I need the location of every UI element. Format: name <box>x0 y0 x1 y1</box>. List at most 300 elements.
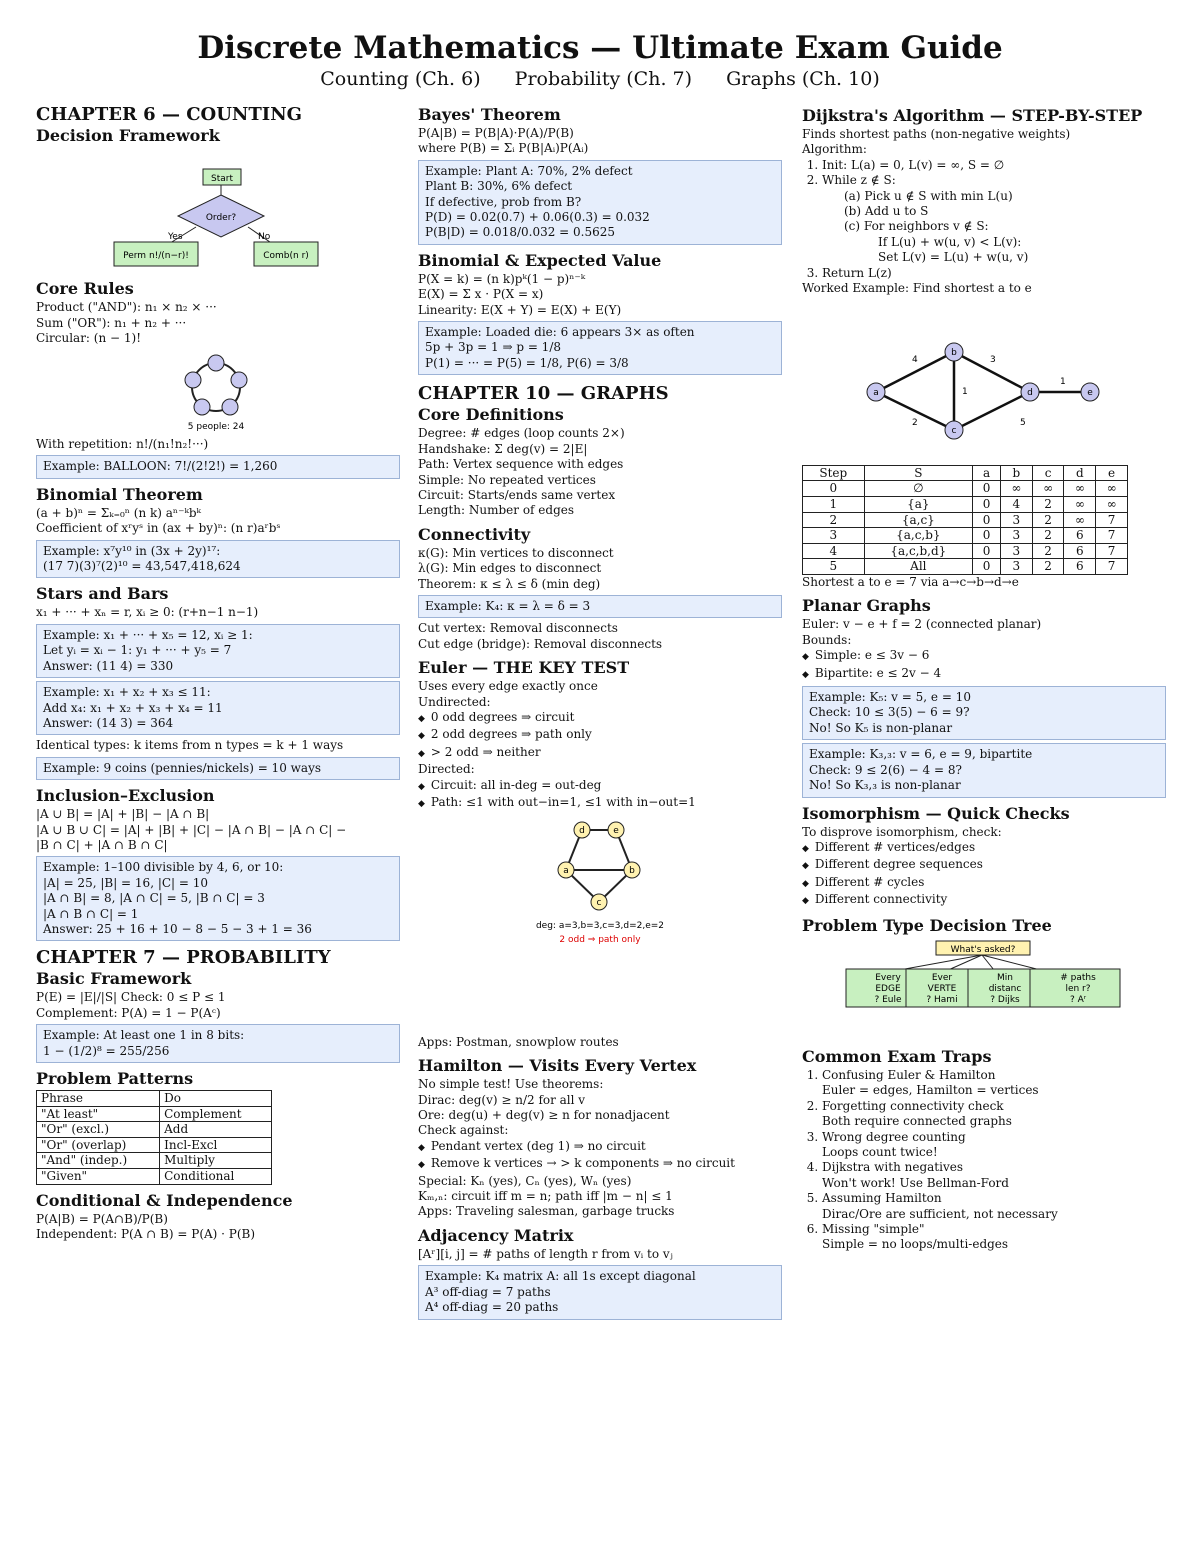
weight-d-e: 1 <box>1060 377 1066 388</box>
euler-example-graph <box>418 812 782 952</box>
k33-example-1: Example: K₃,₃: v = 6, e = 9, bipartite <box>809 747 1033 762</box>
cell: {a,c,b,d} <box>864 543 973 559</box>
node-label-e: e <box>1087 388 1093 399</box>
header-cell: c <box>1032 465 1064 481</box>
die-example-2: 5p + 3p = 1 ⇒ p = 1/8 <box>425 340 561 355</box>
chapter-10-title: CHAPTER 10 — GRAPHS <box>418 383 669 405</box>
trap-title: Wrong degree counting <box>822 1129 966 1144</box>
subtitle-graphs: Graphs (Ch. 10) <box>726 68 880 90</box>
flow-comb-label: Comb(n r) <box>263 251 309 261</box>
dirac-theorem: Dirac: deg(v) ≥ n/2 for all v <box>418 1092 586 1107</box>
k33-example-2: Check: 9 ≤ 2(6) − 4 = 8? <box>809 762 962 777</box>
step-sub: Set L(v) = L(u) + w(u, v) <box>878 250 1029 265</box>
cell: 2 <box>1032 559 1064 575</box>
node-label-b: b <box>951 348 957 359</box>
weight-b-c: 1 <box>962 387 968 398</box>
bayes-example-box <box>418 160 782 245</box>
phrase-cell: "And" (indep.) <box>37 1153 160 1169</box>
dijkstra-worked: Worked Example: Find shortest a to e <box>802 281 1032 296</box>
trap-title: Forgetting connectivity check <box>822 1098 1004 1113</box>
table-row <box>37 1137 272 1153</box>
dijkstra-shortest: Shortest a to e = 7 via a→c→b→d→e <box>802 575 1019 590</box>
table-row <box>803 528 1128 544</box>
vertex-connectivity: κ(G): Min vertices to disconnect <box>418 545 614 560</box>
ie-example-1: Example: 1–100 divisible by 4, 6, or 10: <box>43 860 284 875</box>
coins-example-box <box>36 757 400 780</box>
planar-heading: Planar Graphs <box>802 596 931 616</box>
adjacency-example-box <box>418 1265 782 1319</box>
leaf3-line3: ? Dijks <box>990 994 1020 1005</box>
leaf1-line3: ? Eule <box>874 994 902 1005</box>
cell: 5 <box>803 559 865 575</box>
binomial-ev-heading: Binomial & Expected Value <box>418 250 662 270</box>
stars-example-a-1: Example: x₁ + ··· + x₅ = 12, xᵢ ≥ 1: <box>43 627 253 642</box>
trap-detail: Won't work! Use Bellman-Ford <box>822 1175 1009 1190</box>
ie-formula-1: |A ∪ B| = |A| + |B| − |A ∩ B| <box>36 807 210 822</box>
table-row <box>803 497 1128 513</box>
graph-label-b: b <box>629 866 635 877</box>
list-item: ◆ > 2 odd ⇒ neither <box>418 745 782 762</box>
problem-patterns-table <box>36 1090 272 1185</box>
hamilton-check: Check against: <box>418 1123 509 1138</box>
trap-detail: Dirac/Ore are sufficient, not necessary <box>822 1206 1058 1221</box>
stars-example-b-box <box>36 681 400 735</box>
expected-value: E(X) = Σ x · P(X = x) <box>418 287 544 302</box>
col-do-header: Do <box>160 1091 272 1107</box>
isomorphism-intro: To disprove isomorphism, check: <box>802 824 1002 839</box>
cell: 6 <box>1064 528 1096 544</box>
leaf3-line1: Min <box>997 972 1013 983</box>
repetition-rule: With repetition: n!/(n₁!n₂!···) <box>36 437 209 452</box>
leaf2-line1: Ever <box>931 972 953 983</box>
cell: ∞ <box>1096 497 1128 513</box>
list-item: ◆ Bipartite: e ≤ 2v − 4 <box>802 666 1166 683</box>
k33-example-box <box>802 743 1166 797</box>
circular-arrangement-diagram <box>36 347 400 433</box>
conditional-heading: Conditional & Independence <box>36 1190 293 1210</box>
euler-formula: Euler: v − e + f = 2 (connected planar) <box>802 617 1042 632</box>
flow-no-label: No <box>258 232 271 242</box>
linearity: Linearity: E(X + Y) = E(X) + E(Y) <box>418 302 622 317</box>
trap-detail: Euler = edges, Hamilton = vertices <box>822 1083 1039 1098</box>
phrase-cell: "Or" (excl.) <box>37 1122 160 1138</box>
chapter-7-title: CHAPTER 7 — PROBABILITY <box>36 947 331 969</box>
decision-flowchart <box>36 147 400 269</box>
list-item <box>822 1130 1166 1161</box>
die-example-box <box>418 321 782 375</box>
euler-undirected-list <box>418 710 782 762</box>
phrase-cell: "Or" (overlap) <box>37 1137 160 1153</box>
list-item: ◆ Different connectivity <box>802 892 1166 909</box>
cut-edge: Cut edge (bridge): Removal disconnects <box>418 636 663 651</box>
cell: ∞ <box>1064 497 1096 513</box>
column-3 <box>802 104 1166 1253</box>
weight-a-c: 2 <box>912 418 918 429</box>
binomial-coefficient: Coefficient of xʳyˢ in (ax + by)ⁿ: (n r)aʳbˢ <box>36 521 281 536</box>
table-row <box>37 1153 272 1169</box>
list-item <box>822 1191 1166 1222</box>
ie-example-box <box>36 856 400 941</box>
table-row <box>37 1122 272 1138</box>
bayes-example-4: P(D) = 0.02(0.7) + 0.06(0.3) = 0.032 <box>425 210 650 225</box>
cell: 7 <box>1096 543 1128 559</box>
person-node <box>231 372 247 388</box>
bayes-example-1: Example: Plant A: 70%, 2% defect <box>425 163 633 178</box>
graph-label-e: e <box>613 826 619 837</box>
basic-framework-heading: Basic Framework <box>36 969 192 989</box>
tree-root-label: What's asked? <box>950 944 1016 955</box>
hamilton-apps: Apps: Traveling salesman, garbage trucks <box>418 1204 675 1219</box>
hamilton-check-list <box>418 1139 782 1174</box>
stars-example-a-3: Answer: (11 4) = 330 <box>43 658 174 673</box>
trap-title: Missing "simple" <box>822 1222 925 1236</box>
bits-example-2: 1 − (1/2)⁸ = 255/256 <box>43 1043 170 1058</box>
list-item: ◆ Remove k vertices → > k components ⇒ no circuit <box>418 1156 782 1173</box>
graph-label-c: c <box>596 898 602 909</box>
stars-example-b-3: Answer: (14 3) = 364 <box>43 715 174 730</box>
table-header-row <box>37 1091 272 1107</box>
list-item <box>822 1099 1166 1130</box>
cell: 0 <box>973 543 1001 559</box>
adjacency-formula: [Aʳ][i, j] = # paths of length r from vᵢ to vⱼ <box>418 1246 673 1261</box>
column-2 <box>418 104 782 1323</box>
planar-bounds: Bounds: <box>802 632 852 647</box>
dijkstra-table <box>802 465 1128 575</box>
traps-heading: Common Exam Traps <box>802 1046 992 1066</box>
list-item: 3. Return L(z) <box>822 266 1166 281</box>
leaf4-line3: ? Aʳ <box>1069 994 1087 1005</box>
bayes-example-3: If defective, prob from B? <box>425 194 582 209</box>
k5-example-2: Check: 10 ≤ 3(5) − 6 = 9? <box>809 705 970 720</box>
sum-rule: Sum ("OR"): n₁ + n₂ + ··· <box>36 315 187 330</box>
k33-example-3: No! So K₃,₃ is non-planar <box>809 778 961 793</box>
cell: 0 <box>973 481 1001 497</box>
stars-example-b-2: Add x₄: x₁ + x₂ + x₃ + x₄ = 11 <box>43 700 223 715</box>
column-spacer <box>418 957 782 1035</box>
problem-decision-tree <box>802 937 1166 1041</box>
page-title: Discrete Mathematics — Ultimate Exam Guide <box>197 30 1003 66</box>
header-cell: b <box>1000 465 1032 481</box>
table-row <box>803 559 1128 575</box>
product-rule: Product ("AND"): n₁ × n₂ × ··· <box>36 300 217 315</box>
probability-def: P(E) = |E|/|S| Check: 0 ≤ P ≤ 1 <box>36 990 226 1005</box>
cell: 2 <box>1032 512 1064 528</box>
stars-bars-formula: x₁ + ··· + xₙ = r, xᵢ ≥ 0: (r+n−1 n−1) <box>36 605 259 620</box>
bits-example-box <box>36 1024 400 1063</box>
binomial-example-1: Example: x⁷y¹⁰ in (3x + 2y)¹⁷: <box>43 543 221 558</box>
euler-directed-list <box>418 778 782 813</box>
table-header-row <box>803 465 1128 481</box>
dijkstra-algorithm-label: Algorithm: <box>802 142 867 157</box>
cell: 0 <box>803 481 865 497</box>
list-item <box>822 1160 1166 1191</box>
header-cell: S <box>864 465 973 481</box>
list-item: ◆ Different degree sequences <box>802 857 1166 874</box>
complement-rule: Complement: P(A) = 1 − P(Aᶜ) <box>36 1005 221 1020</box>
def-degree: Degree: # edges (loop counts 2×) <box>418 426 625 441</box>
node-label-c: c <box>951 426 957 437</box>
weight-a-b: 4 <box>912 355 918 366</box>
edge-connectivity: λ(G): Min edges to disconnect <box>418 561 602 576</box>
cell: 0 <box>973 512 1001 528</box>
adjacency-example-3: A⁴ off-diag = 20 paths <box>425 1300 559 1315</box>
inclusion-exclusion-heading: Inclusion–Exclusion <box>36 786 215 806</box>
header-cell: a <box>973 465 1001 481</box>
ie-example-2: |A| = 25, |B| = 16, |C| = 10 <box>43 875 209 890</box>
do-cell: Multiply <box>160 1153 272 1169</box>
step-sub: (a) Pick u ∉ S with min L(u) <box>844 188 1013 203</box>
cell: 4 <box>1000 497 1032 513</box>
header-cell: d <box>1064 465 1096 481</box>
cell: ∞ <box>1064 512 1096 528</box>
cell: 0 <box>973 497 1001 513</box>
die-example-1: Example: Loaded die: 6 appears 3× as often <box>425 325 695 340</box>
euler-undirected: Undirected: <box>418 694 491 709</box>
flow-perm-label: Perm n!/(n−r)! <box>123 251 189 261</box>
cut-vertex: Cut vertex: Removal disconnects <box>418 621 618 636</box>
binomial-example-2: (17 7)(3)⁷(2)¹⁰ = 43,547,418,624 <box>43 559 241 574</box>
person-node <box>222 399 238 415</box>
graph-label-a: a <box>563 866 569 877</box>
leaf4-line1: # paths <box>1060 972 1096 983</box>
cell: All <box>864 559 973 575</box>
person-node <box>208 355 224 371</box>
weight-c-d: 5 <box>1020 418 1026 429</box>
identical-types: Identical types: k items from n types = k + 1 ways <box>36 738 344 753</box>
ore-theorem: Ore: deg(u) + deg(v) ≥ n for nonadjacent <box>418 1108 670 1123</box>
connectivity-heading: Connectivity <box>418 524 531 544</box>
problem-patterns-heading: Problem Patterns <box>36 1069 194 1088</box>
planar-bounds-list <box>802 648 1166 683</box>
list-item: 1. Init: L(a) = 0, L(v) = ∞, S = ∅ <box>822 158 1166 173</box>
page-subtitle <box>0 68 1200 90</box>
leaf1-line2: EDGE <box>875 983 901 994</box>
cell: 2 <box>1032 543 1064 559</box>
decision-tree-heading: Problem Type Decision Tree <box>802 915 1052 935</box>
step-sub: (c) For neighbors v ∉ S: <box>844 219 989 234</box>
adjacency-example-1: Example: K₄ matrix A: all 1s except diagonal <box>425 1269 696 1284</box>
trap-title: Assuming Hamilton <box>822 1191 942 1206</box>
list-item: ◆ Path: ≤1 with out−in=1, ≤1 with in−out=1 <box>418 795 782 812</box>
euler-def: Uses every edge exactly once <box>418 679 598 694</box>
do-cell: Add <box>160 1122 272 1138</box>
list-item <box>822 1068 1166 1099</box>
subtitle-counting: Counting (Ch. 6) <box>320 68 481 90</box>
cell: 0 <box>973 559 1001 575</box>
flow-order-label: Order? <box>205 213 237 223</box>
die-example-3: P(1) = ··· = P(5) = 1/8, P(6) = 3/8 <box>425 355 629 370</box>
trap-detail: Simple = no loops/multi-edges <box>822 1237 1009 1252</box>
phrase-cell: "Given" <box>37 1168 160 1184</box>
dijkstra-steps <box>802 158 1166 281</box>
trap-detail: Loops count twice! <box>822 1144 938 1159</box>
circular-rule: Circular: (n − 1)! <box>36 331 142 346</box>
cell: ∞ <box>1000 481 1032 497</box>
core-definitions-heading: Core Definitions <box>418 405 564 425</box>
balloon-example-box <box>36 455 400 478</box>
traps-list <box>802 1068 1166 1253</box>
isomorphism-heading: Isomorphism — Quick Checks <box>802 803 1070 823</box>
def-handshake: Handshake: Σ deg(v) = 2|E| <box>418 441 588 456</box>
stars-bars-heading: Stars and Bars <box>36 584 169 604</box>
list-item: ◆ Pendant vertex (deg 1) ⇒ no circuit <box>418 1139 782 1156</box>
bayes-total: where P(B) = Σᵢ P(B|Aᵢ)P(Aᵢ) <box>418 141 589 156</box>
bayes-heading: Bayes' Theorem <box>418 105 561 124</box>
adjacency-heading: Adjacency Matrix <box>418 1225 574 1245</box>
cell: 0 <box>973 528 1001 544</box>
bayes-example-5: P(B|D) = 0.018/0.032 = 0.5625 <box>425 225 616 240</box>
cell: 6 <box>1064 543 1096 559</box>
bits-example-1: Example: At least one 1 in 8 bits: <box>43 1028 245 1043</box>
list-item: ◆ Circuit: all in-deg = out-deg <box>418 778 782 795</box>
flow-start-label: Start <box>211 174 233 184</box>
header-cell: Step <box>803 465 865 481</box>
subtitle-probability: Probability (Ch. 7) <box>514 68 693 90</box>
bayes-example-2: Plant B: 30%, 6% defect <box>425 179 573 194</box>
list-item <box>822 1222 1166 1253</box>
bayes-formula: P(A|B) = P(B|A)·P(A)/P(B) <box>418 126 574 140</box>
graph-label-d: d <box>579 826 585 837</box>
list-item: ◆ Different # cycles <box>802 875 1166 892</box>
ie-formula-2: |A ∪ B ∪ C| = |A| + |B| + |C| − |A ∩ B| − |A ∩ C| − <box>36 822 347 837</box>
conditional-formula: P(A|B) = P(A∩B)/P(B) <box>36 1211 168 1226</box>
degree-caption: deg: a=3,b=3,c=3,d=2,e=2 <box>535 921 665 932</box>
binomial-formula: (a + b)ⁿ = Σₖ₌₀ⁿ (n k) aⁿ⁻ᵏbᵏ <box>36 505 201 520</box>
node-label-a: a <box>873 388 879 399</box>
trap-title: Confusing Euler & Hamilton <box>822 1067 996 1082</box>
leaf2-line2: VERTE <box>927 983 957 994</box>
cell: ∞ <box>1032 481 1064 497</box>
ie-example-3: |A ∩ B| = 8, |A ∩ C| = 5, |B ∩ C| = 3 <box>43 891 265 906</box>
euler-apps: Apps: Postman, snowplow routes <box>418 1034 619 1049</box>
trap-detail: Both require connected graphs <box>822 1114 1012 1129</box>
list-item <box>822 173 1166 265</box>
ie-example-4: |A ∩ B ∩ C| = 1 <box>43 906 139 921</box>
flow-yes-label: Yes <box>168 232 183 242</box>
table-row <box>803 481 1128 497</box>
weight-b-d: 3 <box>990 355 996 366</box>
cell: 3 <box>1000 543 1032 559</box>
core-rules-heading: Core Rules <box>36 279 134 299</box>
def-circuit: Circuit: Starts/ends same vertex <box>418 487 616 502</box>
dijkstra-heading: Dijkstra's Algorithm — STEP-BY-STEP <box>802 106 1143 125</box>
independence-formula: Independent: P(A ∩ B) = P(A) · P(B) <box>36 1226 256 1241</box>
cell: 1 <box>803 497 865 513</box>
binomial-pmf: P(X = k) = (n k)pᵏ(1 − p)ⁿ⁻ᵏ <box>418 271 586 286</box>
k4-example-box <box>418 595 782 618</box>
header-cell: e <box>1096 465 1128 481</box>
node-label-d: d <box>1027 388 1033 399</box>
person-node <box>194 399 210 415</box>
cell: {a} <box>864 497 973 513</box>
step-sub: (b) Add u to S <box>844 204 929 219</box>
list-item: ◆ Different # vertices/edges <box>802 840 1166 857</box>
cell: 7 <box>1096 528 1128 544</box>
leaf4-line2: len r? <box>1065 983 1091 994</box>
stars-example-a-2: Let yᵢ = xᵢ − 1: y₁ + ··· + y₅ = 7 <box>43 643 232 658</box>
do-cell: Complement <box>160 1106 272 1122</box>
euler-heading: Euler — THE KEY TEST <box>418 658 630 678</box>
cell: 2 <box>1032 528 1064 544</box>
trap-title: Dijkstra with negatives <box>822 1160 963 1175</box>
binomial-example-box <box>36 540 400 579</box>
edge-c-d <box>954 392 1030 430</box>
leaf2-line3: ? Hami <box>926 994 958 1005</box>
binomial-theorem-heading: Binomial Theorem <box>36 484 203 504</box>
stars-example-a-box <box>36 624 400 678</box>
cell: 3 <box>1000 559 1032 575</box>
cell: ∅ <box>864 481 973 497</box>
cell: 7 <box>1096 559 1128 575</box>
table-row <box>803 512 1128 528</box>
table-row <box>37 1168 272 1184</box>
def-simple: Simple: No repeated vertices <box>418 472 596 487</box>
cell: ∞ <box>1096 481 1128 497</box>
cell: {a,c,b} <box>864 528 973 544</box>
def-length: Length: Number of edges <box>418 503 575 518</box>
step-text: While z ∉ S: <box>822 173 896 188</box>
balloon-example: Example: BALLOON: 7!/(2!2!) = 1,260 <box>43 459 278 474</box>
list-item: ◆ 2 odd degrees ⇒ path only <box>418 727 782 744</box>
person-node <box>185 372 201 388</box>
k4-example: Example: K₄: κ = λ = δ = 3 <box>425 598 591 613</box>
do-cell: Incl-Excl <box>160 1137 272 1153</box>
list-item: ◆ Simple: e ≤ 3v − 6 <box>802 648 1166 665</box>
cell: ∞ <box>1064 481 1096 497</box>
list-item: ◆ 0 odd degrees ⇒ circuit <box>418 710 782 727</box>
def-path: Path: Vertex sequence with edges <box>418 457 624 472</box>
stars-example-b-1: Example: x₁ + x₂ + x₃ ≤ 11: <box>43 685 211 700</box>
cell: {a,c} <box>864 512 973 528</box>
decision-framework-heading: Decision Framework <box>36 126 220 145</box>
table-row <box>803 543 1128 559</box>
hamilton-heading: Hamilton — Visits Every Vertex <box>418 1056 697 1076</box>
hamilton-l1: No simple test! Use theorems: <box>418 1077 604 1092</box>
k5-example-1: Example: K₅: v = 5, e = 10 <box>809 690 971 705</box>
cell: 3 <box>1000 512 1032 528</box>
leaf1-line1: Every <box>875 972 901 983</box>
cell: 3 <box>1000 528 1032 544</box>
column-1 <box>36 104 400 1242</box>
cell: 7 <box>1096 512 1128 528</box>
cell: 2 <box>1032 497 1064 513</box>
k5-example-box <box>802 686 1166 740</box>
coins-example: Example: 9 coins (pennies/nickels) = 10 ways <box>43 760 322 775</box>
header <box>0 30 1200 90</box>
circle-caption: 5 people: 24 <box>187 421 245 432</box>
hamilton-special: Special: Kₙ (yes), Cₙ (yes), Wₙ (yes) <box>418 1173 632 1188</box>
dijkstra-purpose: Finds shortest paths (non-negative weights) <box>802 127 1071 141</box>
degree-verdict: 2 odd ⇒ path only <box>559 935 641 946</box>
isomorphism-list <box>802 840 1166 910</box>
cell: 4 <box>803 543 865 559</box>
hamilton-kmn: Kₘ,ₙ: circuit iff m = n; path iff |m − n| ≤ 1 <box>418 1189 673 1204</box>
ie-example-5: Answer: 25 + 16 + 10 − 8 − 5 − 3 + 1 = 36 <box>43 921 312 936</box>
cell: 2 <box>803 512 865 528</box>
leaf3-line2: distanc <box>988 983 1022 994</box>
step-sub: If L(u) + w(u, v) < L(v): <box>878 234 1022 249</box>
table-row <box>37 1106 272 1122</box>
phrase-cell: "At least" <box>37 1106 160 1122</box>
k5-example-3: No! So K₅ is non-planar <box>809 720 953 735</box>
connectivity-theorem: Theorem: κ ≤ λ ≤ δ (min deg) <box>418 576 601 591</box>
cell: 3 <box>803 528 865 544</box>
adjacency-example-2: A³ off-diag = 7 paths <box>425 1284 551 1299</box>
euler-directed: Directed: <box>418 762 475 777</box>
do-cell: Conditional <box>160 1168 272 1184</box>
dijkstra-graph <box>802 296 1166 456</box>
cell: 6 <box>1064 559 1096 575</box>
